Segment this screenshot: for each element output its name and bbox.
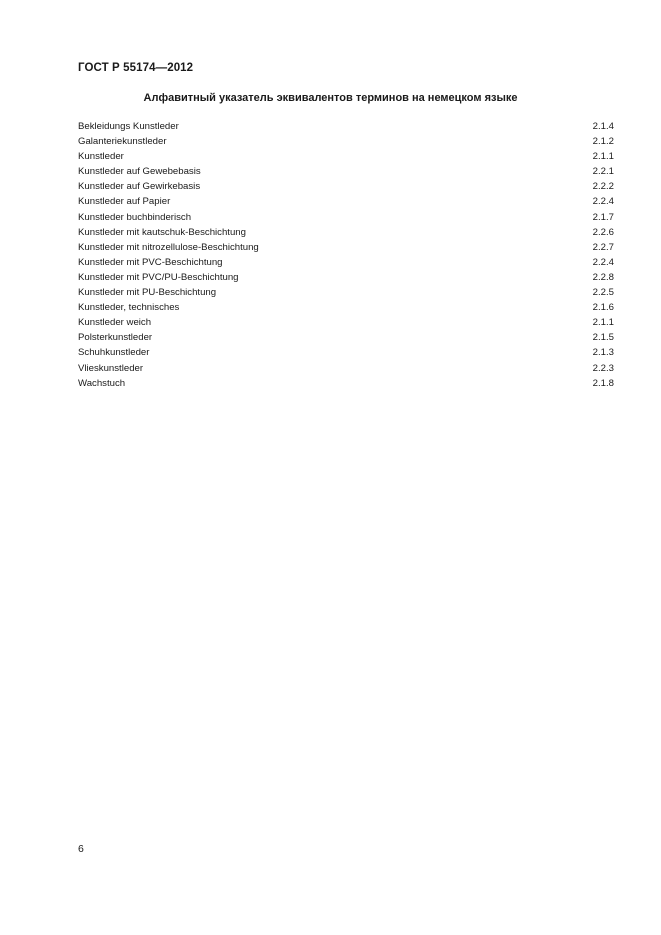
index-term: Schuhkunstleder bbox=[78, 347, 150, 359]
index-entry bbox=[78, 194, 614, 209]
index-term: Kunstleder mit PVC/PU-Beschichtung bbox=[78, 271, 239, 283]
index-term: Kunstleder, technisches bbox=[78, 302, 180, 314]
index-term: Polsterkunstleder bbox=[78, 332, 153, 344]
index-term: Vlieskunstleder bbox=[78, 362, 144, 374]
index-entry bbox=[78, 255, 614, 270]
index-term: Kunstleder mit nitrozellulose-Beschichtung bbox=[78, 241, 259, 253]
section-title: Алфавитный указатель эквивалентов терминов на немецком языке bbox=[143, 92, 518, 104]
index-entry bbox=[78, 285, 614, 300]
index-term: Wachstuch bbox=[78, 377, 126, 389]
index-entry bbox=[78, 134, 614, 149]
index-term: Kunstleder buchbinderisch bbox=[78, 211, 192, 223]
index-entry bbox=[78, 164, 614, 179]
index-ref: 2.2.1 bbox=[592, 166, 614, 178]
index-term: Kunstleder bbox=[78, 151, 124, 163]
term-index-list bbox=[78, 119, 614, 391]
index-term: Kunstleder auf Papier bbox=[78, 196, 171, 208]
document-code: ГОСТ Р 55174—2012 bbox=[78, 62, 194, 74]
index-ref: 2.2.3 bbox=[592, 362, 614, 374]
index-ref: 2.2.4 bbox=[592, 196, 614, 208]
index-entry bbox=[78, 225, 614, 240]
index-entry bbox=[78, 240, 614, 255]
index-entry bbox=[78, 315, 614, 330]
index-term: Kunstleder weich bbox=[78, 317, 152, 329]
page-number: 6 bbox=[78, 843, 84, 855]
index-term: Kunstleder mit kautschuk-Beschichtung bbox=[78, 226, 246, 238]
index-term: Kunstleder mit PU-Beschichtung bbox=[78, 287, 217, 299]
index-term: Bekleidungs Kunstleder bbox=[78, 121, 179, 132]
index-ref: 2.1.7 bbox=[592, 211, 614, 223]
index-entry bbox=[78, 361, 614, 376]
index-term: Kunstleder mit PVC-Beschichtung bbox=[78, 256, 223, 268]
index-ref: 2.2.6 bbox=[592, 226, 614, 238]
index-entry bbox=[78, 119, 614, 134]
index-entry bbox=[78, 376, 614, 391]
index-ref: 2.2.4 bbox=[592, 256, 614, 268]
index-entry bbox=[78, 179, 614, 194]
index-ref: 2.2.8 bbox=[592, 271, 614, 283]
index-ref: 2.2.2 bbox=[592, 181, 614, 193]
index-entry bbox=[78, 330, 614, 345]
index-ref: 2.1.5 bbox=[592, 332, 614, 344]
index-ref: 2.2.7 bbox=[592, 241, 614, 253]
index-entry bbox=[78, 270, 614, 285]
index-ref: 2.1.8 bbox=[592, 377, 614, 389]
index-ref: 2.1.1 bbox=[592, 151, 614, 163]
index-term: Kunstleder auf Gewebebasis bbox=[78, 166, 201, 178]
index-ref: 2.1.3 bbox=[592, 347, 614, 359]
index-term: Galanteriekunstleder bbox=[78, 136, 167, 148]
index-entry bbox=[78, 345, 614, 360]
index-entry bbox=[78, 149, 614, 164]
index-ref: 2.1.2 bbox=[592, 136, 614, 148]
index-ref: 2.1.6 bbox=[592, 302, 614, 314]
index-ref: 2.2.5 bbox=[592, 287, 614, 299]
index-entry bbox=[78, 300, 614, 315]
index-ref: 2.1.1 bbox=[592, 317, 614, 329]
index-ref: 2.1.4 bbox=[592, 121, 614, 132]
index-entry bbox=[78, 210, 614, 225]
index-term: Kunstleder auf Gewirkebasis bbox=[78, 181, 201, 193]
